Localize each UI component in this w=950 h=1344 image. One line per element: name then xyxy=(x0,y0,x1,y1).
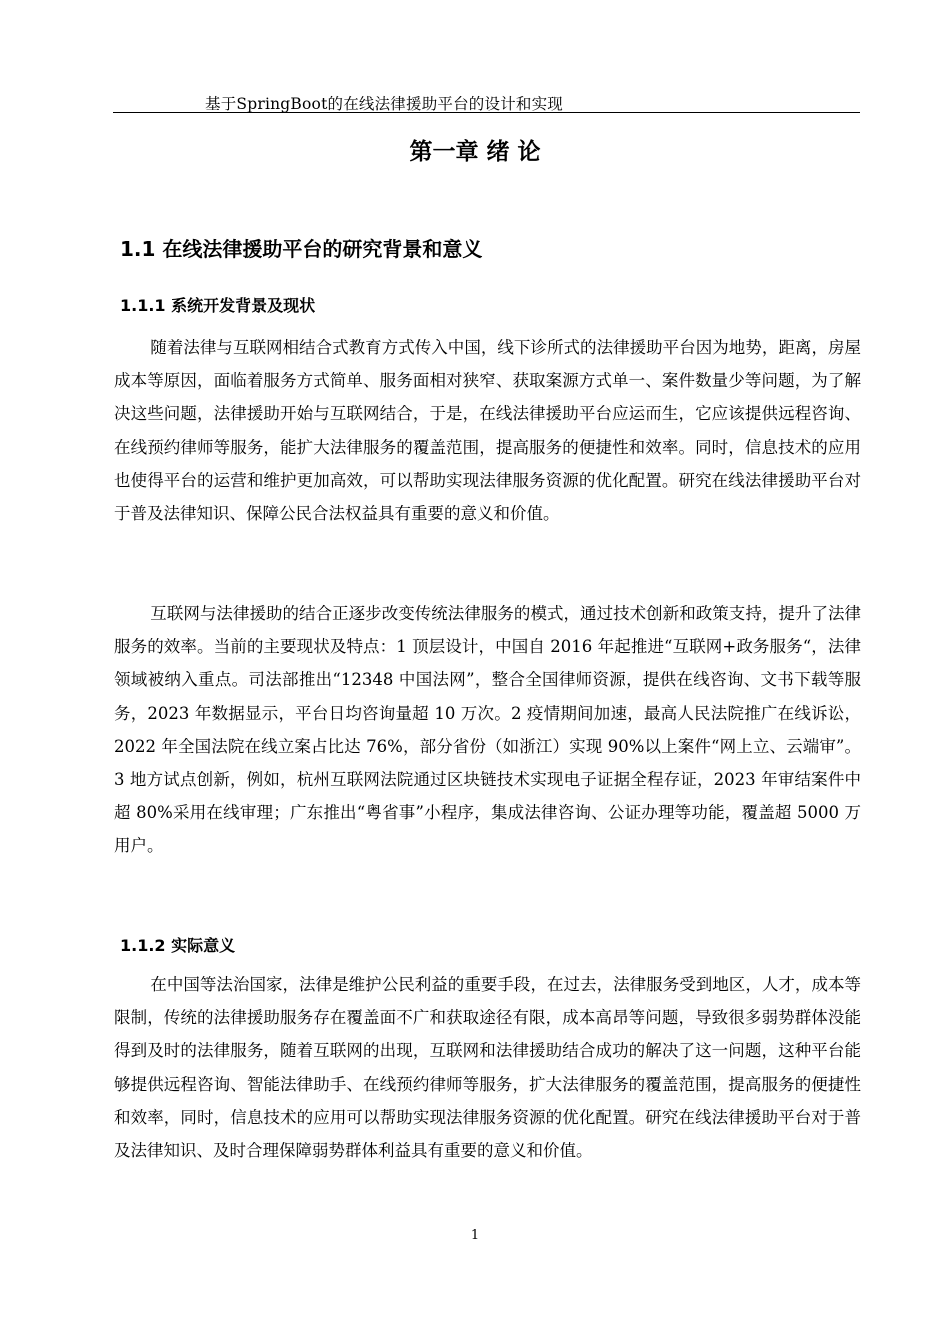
subsection-title-2: 1.1.2 实际意义 xyxy=(120,936,236,955)
body-paragraph: 在中国等法治国家，法律是维护公民利益的重要手段，在过去，法律服务受到地区，人才，成本等限制，传统的法律援助服务存在覆盖面不广和获取途径有限，成本高昂等问题，导致很多弱势群体没能得到及时的法律服务，随着互联网的出现，互联网和法律援助结合成功的解决了这一问题，这种平台能够提供远程咨询、智能法律助手、在线预约律师等服务，扩大法律服务的覆盖范围，提高服务的便捷性和效率，同时，信息技术的应用可以帮助实现法律服务资源的优化配置。研究在线法律援助平台对于普及法律知识、及时合理保障弱势群体利益具有重要的意义和价值。 xyxy=(114,975,861,1161)
subsection-title-1: 1.1.1 系统开发背景及现状 xyxy=(120,296,316,315)
running-header: 基于SpringBoot的在线法律援助平台的设计和实现 xyxy=(205,95,563,113)
body-paragraph: 互联网与法律援助的结合正逐步改变传统法律服务的模式，通过技术创新和政策支持，提升了法律服务的效率。当前的主要现状及特点：1 顶层设计，中国自 2016 年起推进“互联网+政务服务“，法律领域被纳入重点。司法部推出“12348 中国法网”，整合全国律师资源，提供在线咨询、文书下载等服务，2023 年数据显示，平台日均咨询量超 10 万次。2 疫情期间加速，最高人民法院推广在线诉讼，2022 年全国法院在线立案占比达 76%，部分省份（如浙江）实现 90%以上案件“网上立、云端审”。3 地方试点创新，例如，杭州互联网法院通过区块链技术实现电子证据全程存证，2023 年审结案件中超 80%采用在线审理；广东推出“粤省事”小程序，集成法律咨询、公证办理等功能，覆盖超 5000 万用户。 xyxy=(114,604,861,856)
chapter-title: 第一章 绪 论 xyxy=(409,139,541,165)
body-paragraph: 随着法律与互联网相结合式教育方式传入中国，线下诊所式的法律援助平台因为地势，距离，房屋成本等原因，面临着服务方式简单、服务面相对狭窄、获取案源方式单一、案件数量少等问题，为了解决这些问题，法律援助开始与互联网结合，于是，在线法律援助平台应运而生，它应该提供远程咨询、在线预约律师等服务，能扩大法律服务的覆盖范围，提高服务的便捷性和效率。同时，信息技术的应用也使得平台的运营和维护更加高效，可以帮助实现法律服务资源的优化配置。研究在线法律援助平台对于普及法律知识、保障公民合法权益具有重要的意义和价值。 xyxy=(114,338,861,524)
section-title: 1.1 在线法律援助平台的研究背景和意义 xyxy=(120,237,483,261)
header-rule xyxy=(113,112,860,113)
page-number: 1 xyxy=(470,1228,480,1243)
